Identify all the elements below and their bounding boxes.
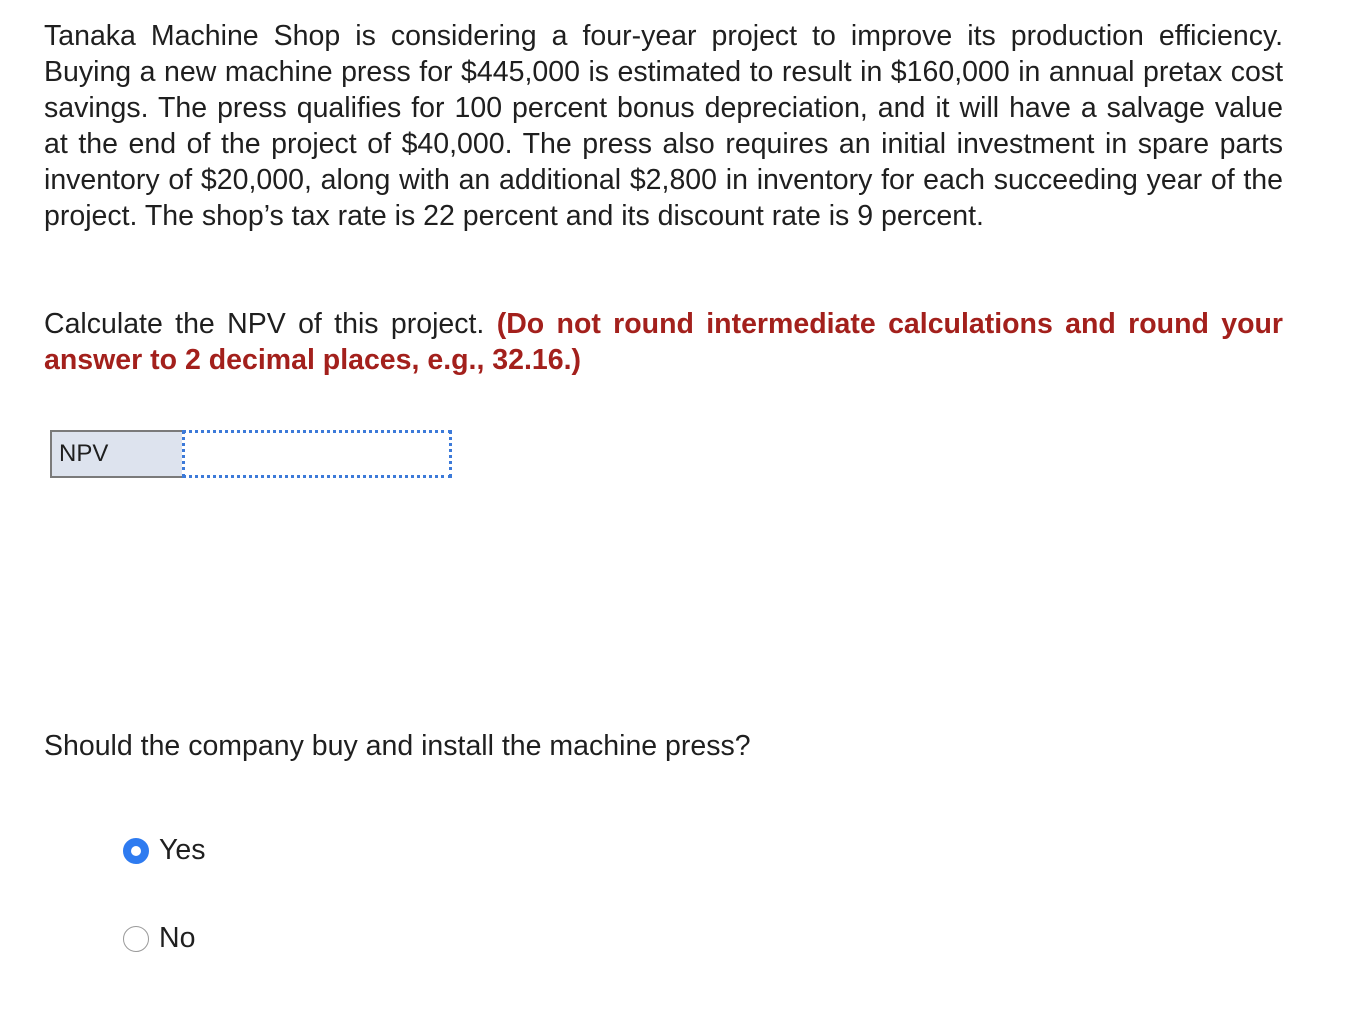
option-no[interactable] [123,922,195,955]
option-no-label: No [159,922,196,954]
radio-unselected-icon[interactable] [123,926,149,952]
radio-selected-icon[interactable] [123,838,149,864]
npv-label: NPV [50,430,182,478]
npv-input[interactable] [182,430,452,478]
decision-question: Should the company buy and install the machine press? [44,730,751,762]
instruction-text [44,306,1283,378]
option-yes-label: Yes [159,834,206,866]
instruction-main: Calculate the NPV of this project. [44,308,485,340]
npv-answer-row [50,430,452,478]
problem-statement: Tanaka Machine Shop is considering a four-year project to improve its production efficiency. Buying a new machine press for $445,000 is estimated to result in $160,000 in annual pretax cost savings. The press qualifies for 100 percent bonus depreciation, and it will have a salvage value at the end of the project of $40,000. The press also requires an initial investment in spare parts inventory of $20,000, along with an additional $2,800 in inventory for each succeeding year of the project. The shop’s tax rate is 22 percent and its discount rate is 9 percent. [44,20,1283,232]
instruction-note: (Do not round intermediate calculations and round your answer to 2 decimal places, e.g., 32.16.) [44,308,1283,376]
option-yes[interactable] [123,834,206,867]
